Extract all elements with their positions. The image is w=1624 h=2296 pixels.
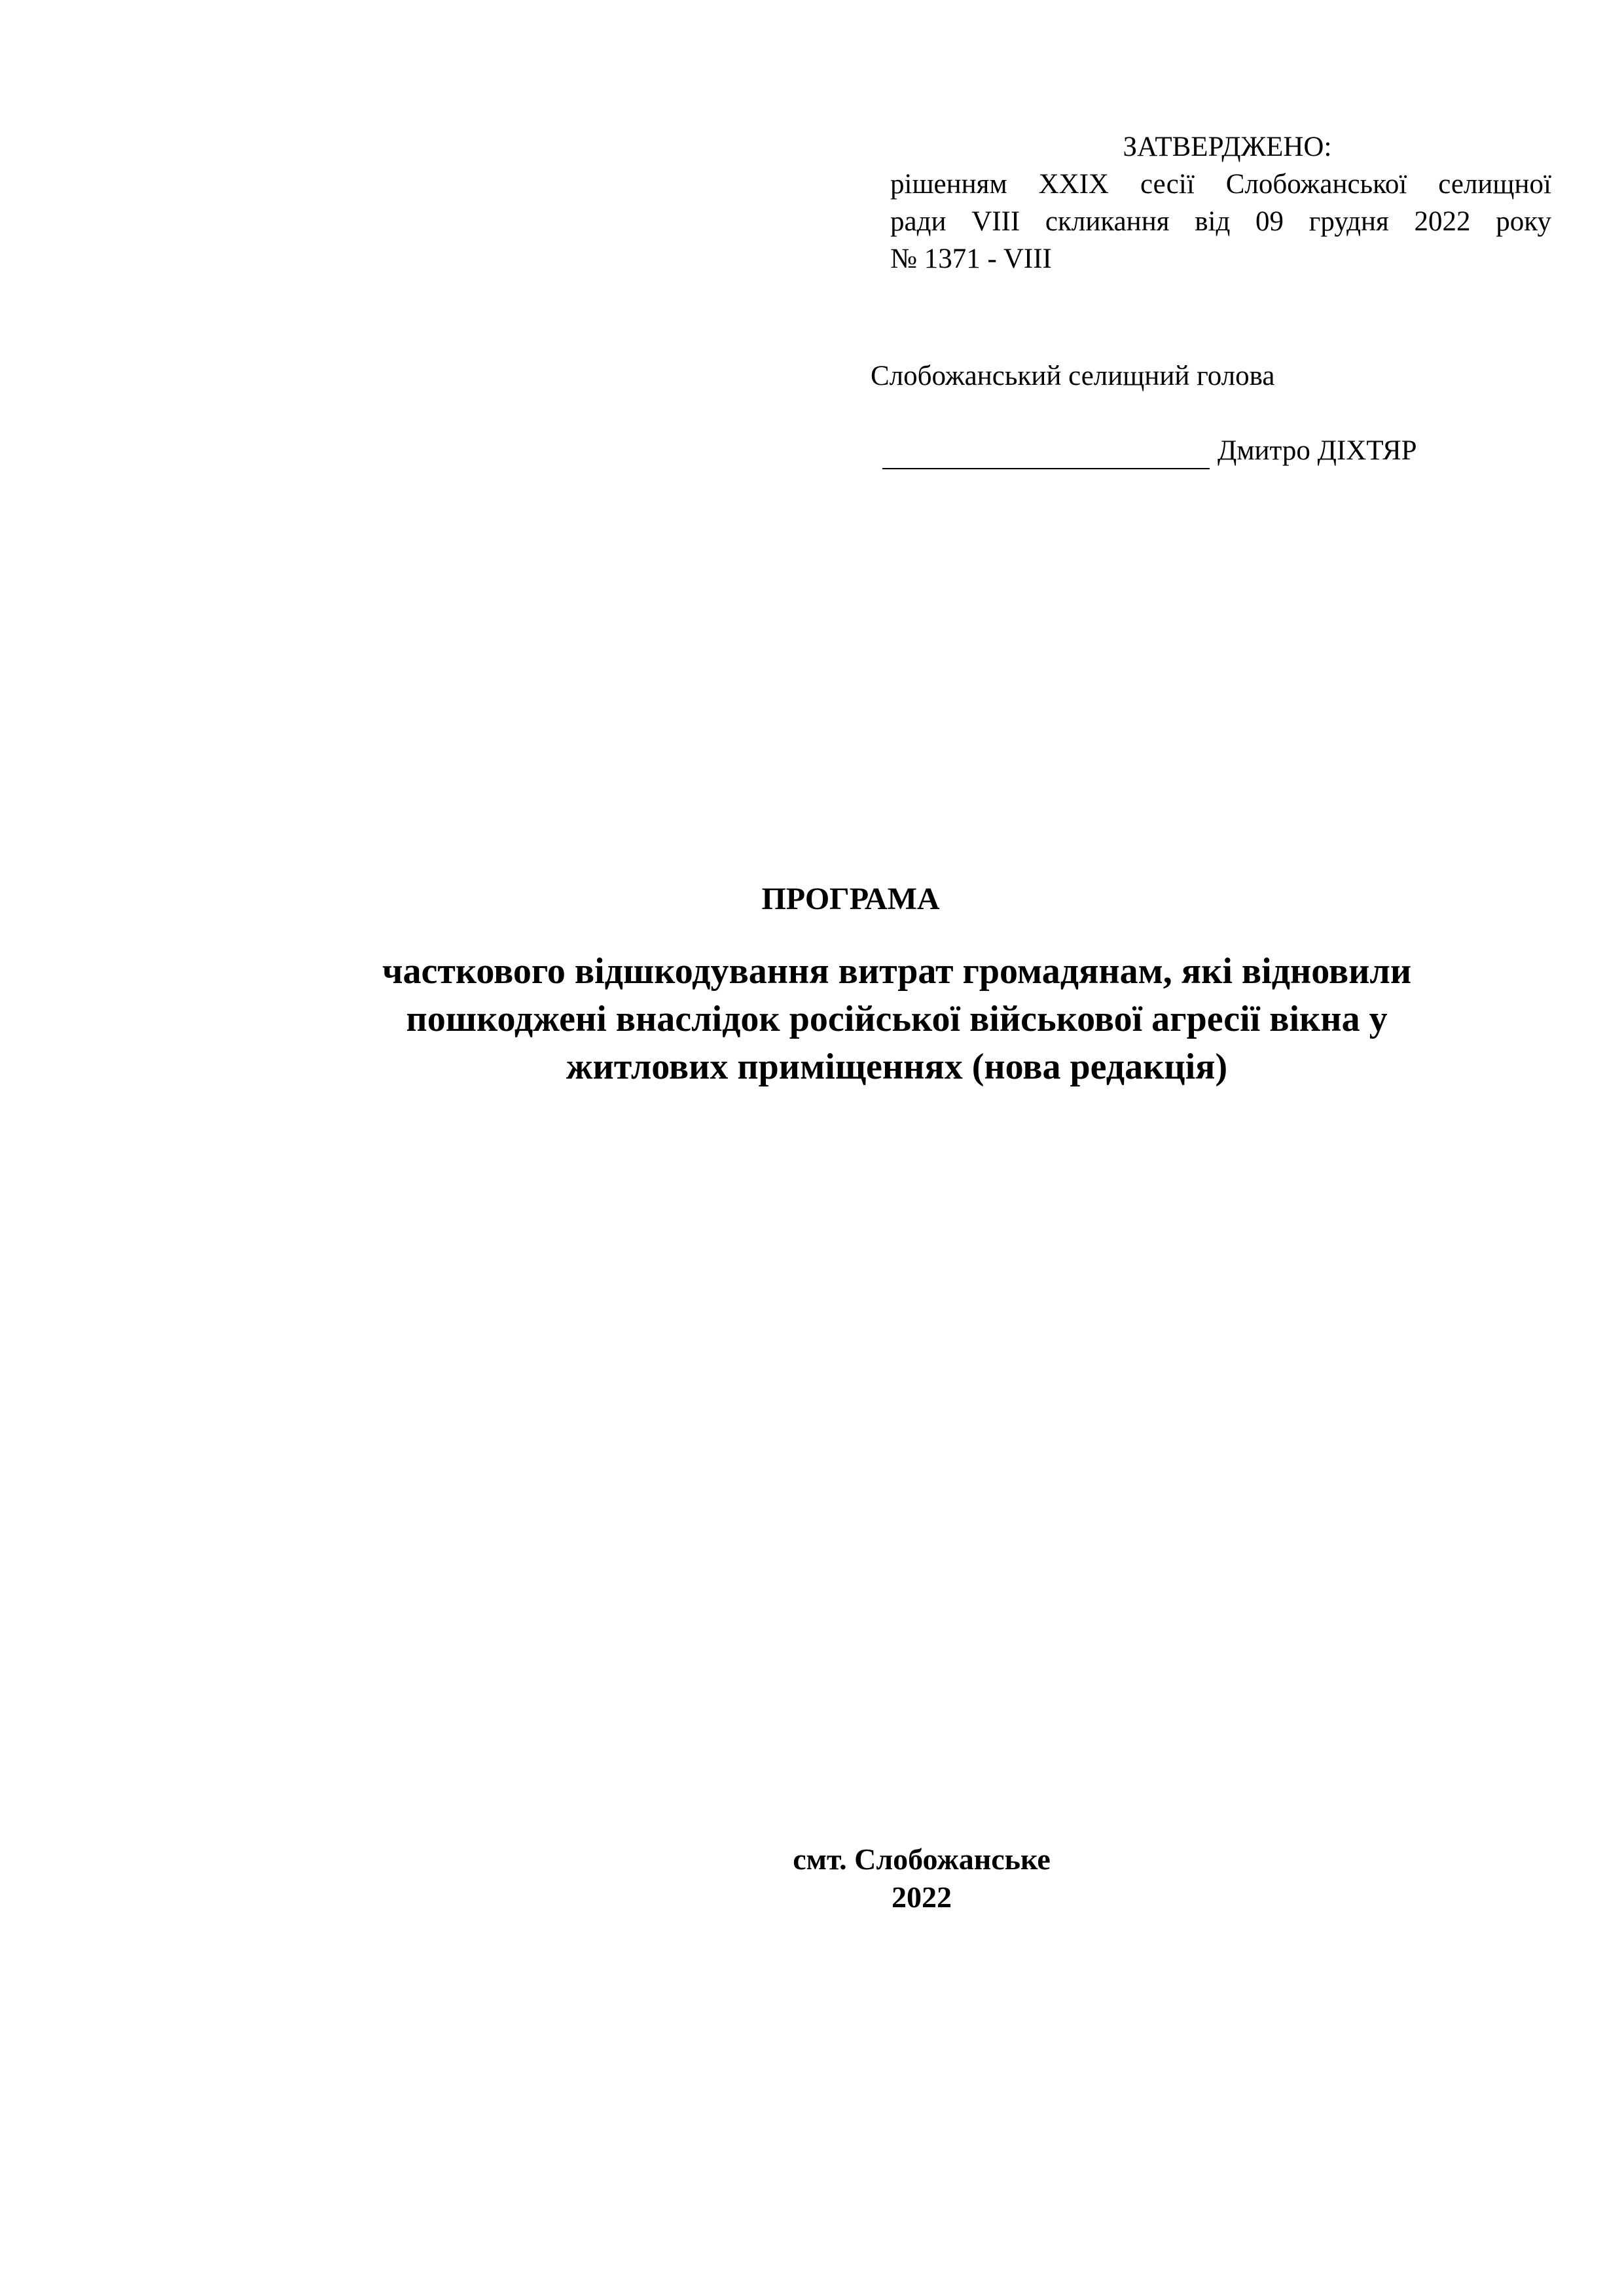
program-subtitle-line-2: пошкоджені внаслідок російської військової агресії вікна у (406, 999, 1388, 1039)
signature-line (882, 439, 1210, 469)
signatory-name: Дмитро ДІХТЯР (1218, 435, 1417, 466)
approval-decision-line-1: рішенням XXIX сесії Слобожанської селищної (890, 169, 1551, 200)
approval-decision-line-2: ради VIII скликання від 09 грудня 2022 року (890, 206, 1551, 237)
approval-block (890, 128, 1551, 278)
approval-heading: ЗАТВЕРДЖЕНО: (1123, 132, 1332, 162)
program-subtitle-line-1: часткового відшкодування витрат громадянам, які відновили (382, 951, 1412, 992)
footer-place: смт. Слобожанське (793, 1842, 1051, 1876)
signatory-position: Слобожанський селищний голова (871, 361, 1275, 391)
program-title: ПРОГРАМА (761, 882, 940, 916)
program-subtitle-line-3: житлових приміщеннях (нова редакція) (566, 1047, 1228, 1087)
signature-row (882, 432, 1417, 469)
footer-year: 2022 (892, 1880, 952, 1914)
approval-decision-number: № 1371 - VIII (890, 243, 1052, 274)
program-subtitle (249, 948, 1545, 1091)
